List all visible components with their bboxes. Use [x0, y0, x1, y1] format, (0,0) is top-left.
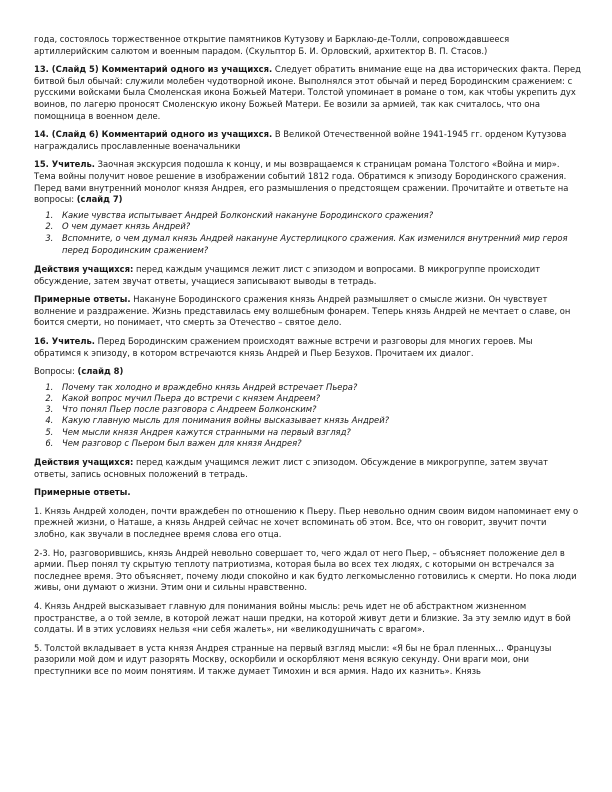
paragraph-15-line2-text: Перед вами внутренний монолог князя Андрея, его размышления о предстоящем сражении. Прочитайте и ответьте на вопросы: — [34, 182, 569, 205]
paragraph-13 — [34, 64, 582, 122]
slide-7-ref: (слайд 7) — [76, 194, 123, 205]
paragraph-actions-1 — [34, 264, 582, 287]
paragraph-actions-2 — [34, 457, 582, 480]
actions-1-lead: Действия учащихся: — [34, 264, 134, 275]
questions-label — [34, 366, 582, 378]
paragraph-13-lead: 13. (Слайд 5) Комментарий одного из учащихся. — [34, 64, 273, 75]
answers-1-text: Накануне Бородинского сражения князь Андрей размышляет о смысле жизни. Он чувствует волнение и раздражение. Жизнь представилась ему волшебным фонарем. Теперь князь Андрей не мечтает о славе, он боится смерти, но понимает, что смерть за Отечество – святое дело. — [34, 294, 571, 328]
paragraph-15-lead: 15. Учитель. — [34, 159, 95, 170]
list-item: 4. Какую главную мысль для понимания войны высказывает князь Андрей? — [56, 415, 582, 426]
questions-label-text: Вопросы: — [34, 366, 78, 377]
paragraph-14-lead: 14. (Слайд 6) Комментарий одного из учащихся. — [34, 129, 273, 140]
paragraph-answers-1 — [34, 294, 582, 329]
paragraph-15-line2 — [34, 183, 582, 206]
list-item: 1. Какие чувства испытывает Андрей Болконский накануне Бородинского сражения? — [56, 210, 582, 222]
actions-1-text: перед каждым учащимся лежит лист с эпизодом и вопросами. В микрогруппе происходит обсуждение, затем звучат ответы, учащиеся записывают выводы в тетрадь. — [34, 264, 541, 286]
paragraph-15-text: Заочная экскурсия подошла к концу, и мы возвращаемся к страницам романа Толстого «Война и мир». Тема войны получит новое решение в изображении событий 1812 года. Обратимся к эпизоду Бородинского сражения. — [34, 159, 567, 181]
list-item: 3. Вспомните, о чем думал князь Андрей накануне Аустерлицкого сражения. Как изменился внутренний мир героя перед Бородинским сражением? — [56, 233, 582, 256]
list-item: 2. О чем думает князь Андрей? — [56, 221, 582, 233]
paragraph-15 — [34, 159, 582, 205]
paragraph-monument: года, состоялось торжественное открытие памятников Кутузову и Барклаю-де-Толли, сопровождавшееся артиллерийским салютом и военным парадом. (Скульптор Б. И. Орловский, архитектор В. П. Стасов.) — [34, 34, 510, 56]
paragraph-16-lead: 16. Учитель. — [34, 336, 95, 347]
questions-list-2 — [34, 382, 582, 449]
answers-2-heading — [34, 487, 582, 499]
answer-1: 1. Князь Андрей холоден, почти враждебен по отношению к Пьеру. Пьер невольно одним своим видом напоминает ему о прежней жизни, о Наташе, а князь Андрей сейчас не хочет вспоминать об этом. Все, что он говорит, звучит почти злобно, как звучали в последнее время слова его отца. — [34, 505, 579, 540]
paragraph-16-text: Перед Бородинским сражением происходят важные встречи и разговоры для многих героев. Мы обратимся к эпизоду, в котором встречаются князь Андрей и Пьер Безухов. Прочитаем их диалог. — [34, 336, 533, 358]
list-item: 1. Почему так холодно и враждебно князь Андрей встречает Пьера? — [56, 382, 582, 393]
answers-1-lead: Примерные ответы. — [34, 294, 131, 305]
actions-2-lead: Действия учащихся: — [34, 457, 134, 468]
paragraph-16 — [34, 336, 582, 359]
paragraph-14 — [34, 129, 582, 152]
answer-4: 4. Князь Андрей высказывает главную для понимания войны мысль: речь идет не об абстрактном жизненном пространстве, а о той земле, в которой лежат наши предки, на которой живут дети и близкие. За эту землю идут в бой солдаты. И в этих условиях нельзя «ни себя жалеть», ни «великодушничать с врагом». — [34, 601, 571, 635]
paragraph-14-text: В Великой Отечественной войне 1941-1945 гг. орденом Кутузова награждались прославленные военачальники — [34, 129, 567, 151]
list-item: 6. Чем разговор с Пьером был важен для князя Андрея? — [56, 438, 582, 449]
list-item: 5. Чем мысли князя Андрея кажутся странными на первый взгляд? — [56, 427, 582, 438]
list-item: 2. Какой вопрос мучил Пьера до встречи с князем Андреем? — [56, 393, 582, 404]
slide-8-ref: (слайд 8) — [77, 366, 124, 377]
actions-2-text: перед каждым учащимся лежит лист с эпизодом. Обсуждение в микрогруппе, затем звучат ответы, запись основных положений в тетрадь. — [34, 457, 548, 479]
answer-2-3: 2-3. Но, разговорившись, князь Андрей невольно совершает то, чего ждал от него Пьер, – объясняет положение дел в армии. Пьер понял ту скрытую теплоту патриотизма, которая была во всех тех людях, с которыми он встречался за последнее время. Это объясняет, почему люди спокойно и как будто легкомысленно готовились к смерти. Но пока люди живы, они думают о жизни. Этим они и сильны нравственно. — [34, 547, 577, 593]
list-item: 3. Что понял Пьер после разговора с Андреем Болконским? — [56, 404, 582, 415]
questions-list-1 — [34, 210, 582, 256]
answers-2-heading-text: Примерные ответы. — [34, 487, 131, 498]
answer-5: 5. Толстой вкладывает в уста князя Андрея странные на первый взгляд мысли: «Я бы не брал пленных… Французы разорили мой дом и идут разорять Москву, оскорбили и оскорбляют меня всякую секунду. Они враги мои, они преступники все по моим понятиям. И также думает Тимохин и вся армия. Надо их казнить». Князь — [34, 642, 552, 676]
paragraph-13-text: Следует обратить внимание еще на два исторических факта. Перед битвой был обычай: служили молебен чудотворной иконе. Выполнялся этот обычай и перед Бородинским сражением: с русскими войсками была Смоленская икона Божьей Матери. Толстой упоминает в романе о том, как чтобы укрепить дух воинов, по лагерю проносят Смоленскую икону Божьей Матери. Ее возили за армией, так как считалось, что она помощница в военном деле. — [34, 64, 581, 121]
